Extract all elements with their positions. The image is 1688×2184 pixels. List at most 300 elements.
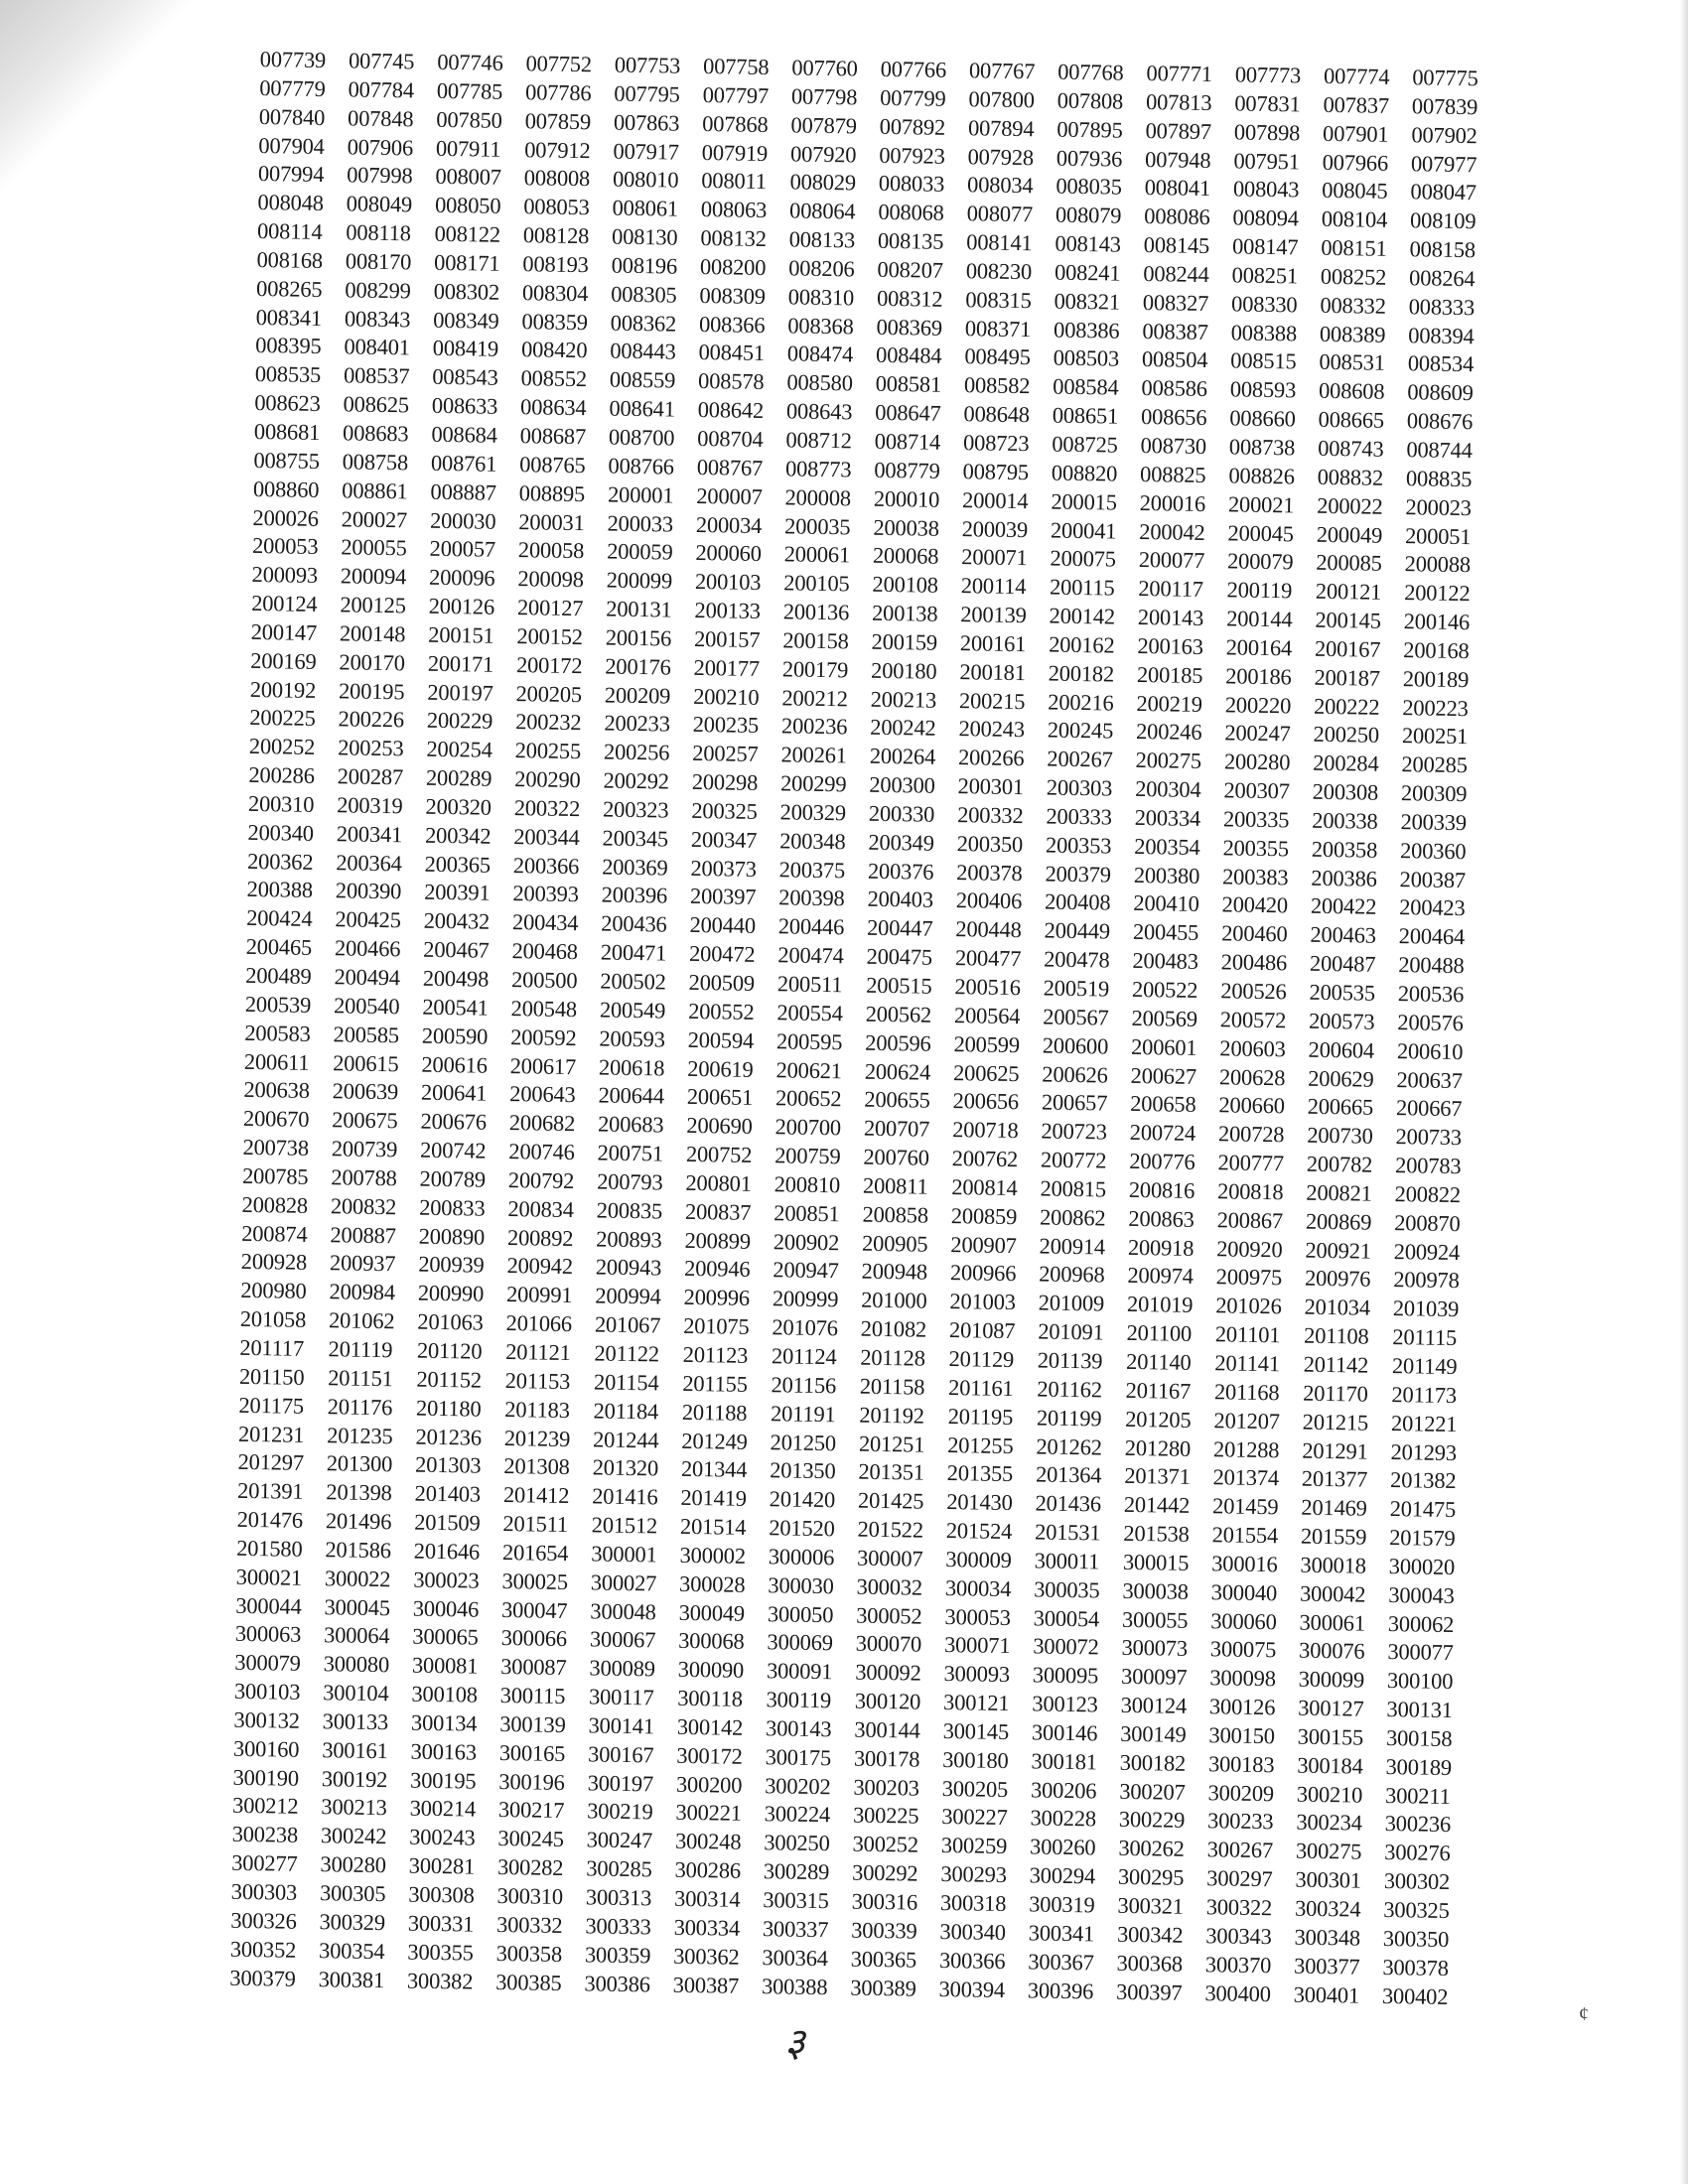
roll-number: 007786 bbox=[524, 79, 592, 106]
roll-number: 007894 bbox=[967, 114, 1035, 141]
roll-number: 200264 bbox=[869, 743, 936, 770]
roll-number: 300227 bbox=[941, 1804, 1008, 1831]
roll-number: 201351 bbox=[858, 1458, 924, 1486]
roll-number: 200434 bbox=[511, 909, 579, 936]
roll-number: 200835 bbox=[596, 1197, 663, 1224]
roll-number: 201123 bbox=[682, 1341, 749, 1368]
roll-number: 008660 bbox=[1229, 405, 1296, 432]
roll-number: 008104 bbox=[1321, 206, 1388, 233]
roll-number: 200094 bbox=[340, 563, 407, 590]
roll-number: 200592 bbox=[509, 1024, 577, 1050]
roll-number: 200939 bbox=[418, 1252, 485, 1279]
roll-number: 200383 bbox=[1221, 863, 1289, 889]
roll-number: 200139 bbox=[960, 602, 1027, 628]
roll-number: 300389 bbox=[850, 1975, 916, 2001]
roll-number: 201205 bbox=[1125, 1406, 1192, 1433]
roll-number: 200379 bbox=[1045, 861, 1112, 887]
roll-number: 300341 bbox=[1028, 1920, 1095, 1947]
roll-number: 200436 bbox=[601, 910, 667, 937]
roll-number: 008158 bbox=[1409, 236, 1477, 263]
roll-number: 200387 bbox=[1399, 866, 1467, 892]
roll-number: 200216 bbox=[1048, 689, 1114, 716]
roll-number: 300228 bbox=[1030, 1805, 1097, 1832]
roll-number: 200814 bbox=[951, 1173, 1018, 1201]
roll-number: 300072 bbox=[1033, 1633, 1099, 1660]
roll-number: 200667 bbox=[1395, 1095, 1463, 1122]
roll-number: 300070 bbox=[855, 1631, 922, 1658]
roll-number: 300370 bbox=[1204, 1951, 1272, 1978]
roll-number: 201475 bbox=[1389, 1496, 1457, 1523]
roll-number: 200792 bbox=[507, 1166, 575, 1194]
roll-number: 300022 bbox=[324, 1565, 391, 1591]
roll-number: 008359 bbox=[521, 308, 589, 335]
roll-number: 200893 bbox=[596, 1226, 662, 1253]
roll-number: 200751 bbox=[597, 1140, 664, 1166]
roll-number: 200947 bbox=[773, 1257, 839, 1284]
roll-number: 200027 bbox=[341, 505, 408, 532]
roll-number: 200432 bbox=[423, 908, 491, 935]
roll-number: 008145 bbox=[1143, 232, 1210, 259]
roll-number: 201291 bbox=[1302, 1437, 1368, 1464]
roll-number: 201239 bbox=[503, 1425, 571, 1451]
roll-number: 007798 bbox=[790, 83, 858, 110]
roll-number: 008341 bbox=[255, 304, 323, 331]
roll-number: 200464 bbox=[1398, 923, 1466, 950]
roll-number: 201215 bbox=[1302, 1409, 1369, 1435]
roll-number: 300368 bbox=[1116, 1950, 1184, 1977]
roll-number: 200099 bbox=[606, 567, 673, 594]
roll-number: 007936 bbox=[1055, 145, 1123, 172]
roll-number: 300155 bbox=[1297, 1723, 1364, 1750]
roll-number: 008389 bbox=[1319, 321, 1386, 347]
roll-number: 007831 bbox=[1234, 90, 1301, 117]
roll-number: 300002 bbox=[679, 1542, 747, 1569]
roll-number: 300121 bbox=[942, 1690, 1010, 1716]
roll-number: 300011 bbox=[1034, 1548, 1100, 1574]
roll-number: 300340 bbox=[939, 1918, 1007, 1945]
roll-number: 007948 bbox=[1144, 146, 1211, 173]
roll-number: 200618 bbox=[598, 1054, 665, 1081]
roll-number: 300362 bbox=[673, 1943, 740, 1970]
roll-number: 200360 bbox=[1399, 837, 1467, 864]
roll-number: 007768 bbox=[1057, 59, 1124, 85]
roll-number: 300023 bbox=[413, 1567, 480, 1593]
roll-number: 200516 bbox=[954, 974, 1021, 1001]
roll-number: 008704 bbox=[697, 425, 764, 452]
roll-number: 300238 bbox=[231, 1822, 299, 1848]
roll-number: 201350 bbox=[770, 1457, 836, 1484]
roll-number: 300127 bbox=[1298, 1695, 1364, 1721]
roll-number: 200637 bbox=[1396, 1066, 1463, 1093]
roll-number: 008582 bbox=[963, 372, 1031, 399]
roll-number: 007902 bbox=[1411, 121, 1477, 148]
roll-number: 300387 bbox=[672, 1972, 740, 1998]
roll-number: 008230 bbox=[965, 258, 1033, 285]
roll-number: 200494 bbox=[334, 964, 401, 991]
roll-number: 300364 bbox=[762, 1944, 829, 1971]
roll-number: 300301 bbox=[1295, 1866, 1362, 1893]
roll-number: 008835 bbox=[1405, 465, 1473, 492]
roll-number: 200601 bbox=[1130, 1033, 1197, 1060]
roll-number: 300158 bbox=[1385, 1724, 1453, 1752]
roll-number: 201156 bbox=[771, 1372, 837, 1399]
roll-number: 300282 bbox=[496, 1854, 564, 1881]
roll-number: 200299 bbox=[779, 770, 847, 797]
roll-number: 200333 bbox=[1046, 803, 1112, 830]
roll-number: 300035 bbox=[1034, 1576, 1100, 1603]
roll-number: 007904 bbox=[258, 132, 325, 159]
roll-number: 200638 bbox=[243, 1077, 310, 1104]
roll-number: 200918 bbox=[1127, 1234, 1195, 1261]
roll-number: 201087 bbox=[948, 1317, 1016, 1344]
roll-number: 200946 bbox=[683, 1256, 751, 1283]
roll-number: 200999 bbox=[772, 1286, 839, 1312]
roll-number: 200085 bbox=[1316, 550, 1382, 577]
roll-number: 007746 bbox=[437, 49, 503, 75]
roll-number: 201195 bbox=[947, 1403, 1014, 1430]
roll-number: 200010 bbox=[873, 485, 940, 512]
roll-number: 008366 bbox=[698, 311, 766, 338]
roll-number: 200739 bbox=[331, 1136, 398, 1162]
roll-number: 200573 bbox=[1308, 1008, 1375, 1034]
roll-number: 008647 bbox=[875, 399, 941, 426]
roll-number: 200772 bbox=[1040, 1147, 1107, 1173]
roll-number: 201141 bbox=[1214, 1350, 1281, 1377]
roll-number: 008133 bbox=[788, 226, 856, 253]
roll-number: 300197 bbox=[587, 1770, 654, 1797]
roll-number: 008581 bbox=[875, 371, 942, 398]
roll-number: 300243 bbox=[409, 1824, 476, 1850]
roll-number: 200303 bbox=[1046, 774, 1113, 801]
roll-number: 201168 bbox=[1213, 1379, 1280, 1406]
roll-number: 300139 bbox=[499, 1710, 566, 1737]
roll-number: 200907 bbox=[950, 1231, 1017, 1258]
roll-number: 300219 bbox=[587, 1798, 653, 1825]
roll-number: 200759 bbox=[774, 1143, 841, 1169]
roll-number: 200096 bbox=[428, 564, 495, 591]
roll-number: 200126 bbox=[428, 593, 495, 619]
roll-number: 007977 bbox=[1410, 150, 1477, 177]
roll-number: 300236 bbox=[1384, 1811, 1452, 1838]
roll-number: 200245 bbox=[1047, 717, 1114, 744]
roll-number: 200874 bbox=[241, 1220, 308, 1247]
roll-number: 300352 bbox=[229, 1936, 297, 1963]
roll-number: 200641 bbox=[420, 1080, 488, 1107]
roll-number: 300318 bbox=[939, 1889, 1007, 1917]
roll-number: 008712 bbox=[785, 427, 853, 454]
roll-number: 200816 bbox=[1128, 1176, 1196, 1203]
roll-number: 201646 bbox=[413, 1538, 481, 1565]
roll-number: 201320 bbox=[592, 1454, 659, 1481]
roll-number: 200567 bbox=[1043, 1004, 1109, 1030]
roll-number: 008207 bbox=[877, 256, 944, 283]
roll-number: 008534 bbox=[1407, 350, 1475, 377]
roll-number: 300189 bbox=[1385, 1753, 1453, 1780]
roll-number: 201167 bbox=[1125, 1377, 1192, 1404]
roll-number: 200914 bbox=[1039, 1233, 1106, 1260]
roll-number: 201153 bbox=[504, 1367, 571, 1394]
roll-number: 008077 bbox=[966, 201, 1034, 227]
roll-number: 200393 bbox=[512, 881, 579, 907]
roll-number: 008643 bbox=[785, 398, 853, 425]
roll-number: 201170 bbox=[1303, 1380, 1368, 1407]
roll-number: 008387 bbox=[1142, 318, 1208, 344]
roll-number: 300062 bbox=[1387, 1610, 1455, 1637]
roll-number: 201067 bbox=[594, 1311, 661, 1338]
roll-number: 200225 bbox=[249, 705, 316, 732]
roll-number: 300292 bbox=[851, 1859, 918, 1886]
roll-number: 300396 bbox=[1027, 1977, 1094, 2003]
roll-number: 200257 bbox=[692, 741, 759, 767]
roll-number: 007859 bbox=[524, 107, 592, 134]
roll-number: 201416 bbox=[592, 1483, 658, 1510]
roll-number: 008064 bbox=[788, 198, 856, 224]
roll-number: 201128 bbox=[860, 1344, 925, 1371]
roll-number: 300146 bbox=[1031, 1719, 1098, 1746]
roll-number: 300285 bbox=[586, 1855, 652, 1882]
roll-number: 008495 bbox=[964, 343, 1031, 370]
roll-number: 300075 bbox=[1209, 1636, 1277, 1663]
roll-number: 200596 bbox=[865, 1029, 931, 1056]
roll-number: 300337 bbox=[762, 1916, 829, 1943]
roll-number: 300248 bbox=[674, 1829, 742, 1855]
roll-number: 300021 bbox=[235, 1564, 303, 1590]
roll-number: 200477 bbox=[954, 945, 1022, 972]
roll-number: 201236 bbox=[415, 1424, 483, 1450]
roll-number: 008860 bbox=[252, 476, 320, 502]
roll-number: 201188 bbox=[681, 1399, 748, 1426]
roll-number: 008714 bbox=[874, 428, 941, 455]
roll-number: 007785 bbox=[436, 77, 503, 104]
roll-number: 008244 bbox=[1143, 260, 1209, 287]
roll-number: 008730 bbox=[1140, 432, 1207, 459]
roll-number: 200125 bbox=[340, 592, 406, 618]
roll-number: 200892 bbox=[506, 1224, 574, 1251]
roll-number: 201175 bbox=[238, 1392, 305, 1419]
roll-number: 300275 bbox=[1295, 1838, 1362, 1864]
roll-number: 200690 bbox=[686, 1113, 753, 1140]
roll-number: 007808 bbox=[1056, 87, 1124, 114]
roll-number: 300313 bbox=[585, 1884, 652, 1911]
roll-number: 200267 bbox=[1047, 746, 1113, 772]
roll-number: 008264 bbox=[1408, 265, 1476, 292]
roll-number: 200325 bbox=[691, 797, 758, 824]
roll-number: 201459 bbox=[1211, 1493, 1279, 1520]
page-corner-fold bbox=[0, 0, 189, 218]
roll-number: 008767 bbox=[696, 454, 764, 480]
roll-number: 200157 bbox=[693, 625, 761, 652]
roll-number: 200862 bbox=[1039, 1204, 1106, 1231]
roll-number: 200455 bbox=[1132, 919, 1199, 946]
roll-number: 201293 bbox=[1390, 1438, 1458, 1465]
roll-number: 200041 bbox=[1050, 517, 1117, 544]
roll-number: 201249 bbox=[681, 1428, 748, 1454]
roll-number: 300117 bbox=[588, 1684, 654, 1710]
roll-number: 201391 bbox=[236, 1478, 304, 1505]
roll-number: 200643 bbox=[509, 1081, 576, 1108]
roll-number: 200990 bbox=[417, 1280, 485, 1306]
roll-number: 201496 bbox=[325, 1508, 392, 1535]
roll-number: 200309 bbox=[1400, 780, 1468, 807]
roll-number: 200280 bbox=[1223, 749, 1291, 775]
roll-number: 300104 bbox=[323, 1680, 389, 1706]
roll-number: 200610 bbox=[1396, 1037, 1464, 1064]
roll-number: 201184 bbox=[593, 1398, 659, 1425]
roll-number: 200161 bbox=[959, 630, 1027, 657]
roll-number: 200920 bbox=[1216, 1235, 1283, 1262]
roll-number: 200195 bbox=[338, 677, 405, 704]
roll-number: 300209 bbox=[1207, 1779, 1275, 1806]
roll-number: 200213 bbox=[870, 686, 937, 713]
roll-number: 200114 bbox=[960, 573, 1027, 600]
roll-number: 200811 bbox=[862, 1172, 928, 1199]
roll-number: 200186 bbox=[1225, 663, 1292, 690]
roll-number: 300165 bbox=[498, 1739, 566, 1766]
roll-number: 008168 bbox=[256, 246, 324, 273]
roll-number: 200197 bbox=[427, 679, 493, 706]
roll-number: 200867 bbox=[1216, 1207, 1284, 1234]
roll-number: 201151 bbox=[328, 1365, 393, 1392]
roll-number: 200151 bbox=[428, 621, 494, 648]
roll-number: 300100 bbox=[1386, 1668, 1454, 1695]
roll-number: 201303 bbox=[414, 1451, 482, 1479]
roll-number: 008079 bbox=[1055, 202, 1122, 228]
roll-number: 008200 bbox=[699, 253, 767, 280]
roll-number: 300297 bbox=[1206, 1865, 1273, 1892]
roll-number: 300247 bbox=[586, 1827, 653, 1853]
roll-number: 008665 bbox=[1318, 406, 1385, 433]
roll-number: 201162 bbox=[1037, 1376, 1103, 1403]
roll-number: 008206 bbox=[788, 255, 855, 282]
roll-number: 008820 bbox=[1051, 460, 1118, 486]
roll-number: 300044 bbox=[235, 1592, 302, 1619]
roll-number: 008008 bbox=[523, 165, 591, 192]
roll-number: 300280 bbox=[320, 1851, 387, 1878]
roll-number: 200869 bbox=[1305, 1208, 1372, 1235]
roll-number: 200447 bbox=[866, 915, 933, 942]
roll-number: 008135 bbox=[877, 227, 944, 254]
roll-number: 300332 bbox=[495, 1911, 563, 1938]
roll-number: 007752 bbox=[525, 51, 593, 77]
roll-number: 300142 bbox=[676, 1713, 744, 1740]
roll-number: 008094 bbox=[1232, 205, 1300, 231]
roll-number: 300095 bbox=[1032, 1662, 1099, 1689]
roll-number: 008252 bbox=[1320, 263, 1387, 290]
roll-number: 200289 bbox=[425, 764, 492, 791]
roll-number: 300277 bbox=[231, 1849, 298, 1876]
roll-number: 300069 bbox=[767, 1629, 834, 1656]
roll-number: 200593 bbox=[599, 1025, 665, 1052]
roll-number: 300326 bbox=[230, 1907, 297, 1934]
roll-number: 200353 bbox=[1045, 832, 1112, 859]
roll-number: 200079 bbox=[1226, 548, 1294, 575]
roll-number: 200899 bbox=[684, 1227, 752, 1254]
roll-number: 007912 bbox=[524, 136, 591, 163]
roll-number: 200038 bbox=[873, 514, 939, 541]
roll-number: 200254 bbox=[426, 736, 492, 763]
roll-number: 200001 bbox=[607, 481, 674, 508]
roll-number: 200423 bbox=[1399, 894, 1466, 921]
roll-number: 300034 bbox=[944, 1574, 1012, 1601]
roll-number: 201288 bbox=[1212, 1435, 1280, 1462]
roll-number: 200075 bbox=[1050, 545, 1117, 572]
roll-number: 200515 bbox=[866, 972, 932, 999]
roll-number: 200707 bbox=[863, 1115, 930, 1142]
roll-number: 200266 bbox=[957, 745, 1025, 771]
roll-number: 200396 bbox=[601, 882, 668, 909]
roll-number: 200308 bbox=[1312, 778, 1379, 805]
roll-number: 200329 bbox=[779, 799, 847, 826]
roll-number: 200049 bbox=[1316, 521, 1383, 548]
roll-number: 201009 bbox=[1038, 1290, 1105, 1316]
roll-number: 200053 bbox=[251, 533, 319, 560]
roll-number: 008683 bbox=[342, 420, 409, 447]
roll-number: 201199 bbox=[1036, 1405, 1102, 1432]
roll-number: 201082 bbox=[860, 1315, 927, 1342]
roll-number: 300145 bbox=[942, 1717, 1010, 1744]
roll-number: 201524 bbox=[945, 1518, 1013, 1545]
roll-number: 300172 bbox=[676, 1742, 743, 1769]
roll-number: 007773 bbox=[1234, 62, 1302, 88]
roll-number: 008451 bbox=[698, 340, 766, 366]
roll-number: 300087 bbox=[500, 1654, 567, 1681]
roll-number: 200253 bbox=[337, 735, 404, 761]
roll-number: 201152 bbox=[416, 1366, 483, 1393]
roll-number: 200572 bbox=[1219, 1007, 1287, 1033]
roll-number: 008531 bbox=[1319, 349, 1386, 376]
roll-number: 300167 bbox=[587, 1741, 654, 1768]
roll-number: 008543 bbox=[432, 364, 498, 391]
roll-number: 008623 bbox=[254, 390, 321, 417]
roll-number: 200177 bbox=[693, 654, 761, 681]
roll-number: 200617 bbox=[509, 1052, 577, 1079]
roll-number: 300123 bbox=[1032, 1691, 1098, 1717]
roll-number: 200366 bbox=[512, 852, 580, 879]
roll-number: 200061 bbox=[783, 541, 851, 568]
roll-number: 200176 bbox=[605, 653, 671, 680]
roll-number: 300315 bbox=[763, 1887, 829, 1914]
roll-number: 200229 bbox=[426, 708, 493, 735]
roll-number: 200170 bbox=[339, 649, 406, 676]
roll-number: 201019 bbox=[1126, 1292, 1194, 1318]
roll-number: 200658 bbox=[1130, 1091, 1196, 1118]
roll-number: 007771 bbox=[1146, 61, 1213, 87]
roll-number: 201139 bbox=[1037, 1347, 1103, 1374]
roll-number: 007951 bbox=[1233, 147, 1300, 174]
roll-number: 201425 bbox=[857, 1487, 924, 1514]
roll-number: 200833 bbox=[419, 1194, 486, 1221]
roll-number: 007879 bbox=[790, 112, 858, 139]
roll-number: 201654 bbox=[501, 1539, 569, 1566]
roll-number: 008559 bbox=[609, 366, 676, 393]
roll-number: 200320 bbox=[425, 793, 492, 820]
roll-number: 300076 bbox=[1298, 1638, 1365, 1665]
roll-number: 200471 bbox=[600, 939, 667, 966]
roll-number: 300120 bbox=[854, 1688, 921, 1714]
roll-number: 300077 bbox=[1387, 1639, 1454, 1666]
roll-number: 008725 bbox=[1052, 431, 1118, 458]
roll-number: 200330 bbox=[868, 800, 935, 827]
roll-number: 008743 bbox=[1317, 435, 1384, 462]
roll-number: 200185 bbox=[1136, 661, 1203, 688]
roll-number: 008118 bbox=[346, 219, 411, 246]
roll-number: 200068 bbox=[872, 543, 939, 570]
roll-number: 201398 bbox=[326, 1479, 392, 1506]
roll-number: 200655 bbox=[864, 1087, 930, 1114]
roll-number: 008251 bbox=[1231, 262, 1299, 289]
roll-number: 200147 bbox=[250, 618, 318, 645]
roll-number: 200627 bbox=[1130, 1062, 1197, 1089]
